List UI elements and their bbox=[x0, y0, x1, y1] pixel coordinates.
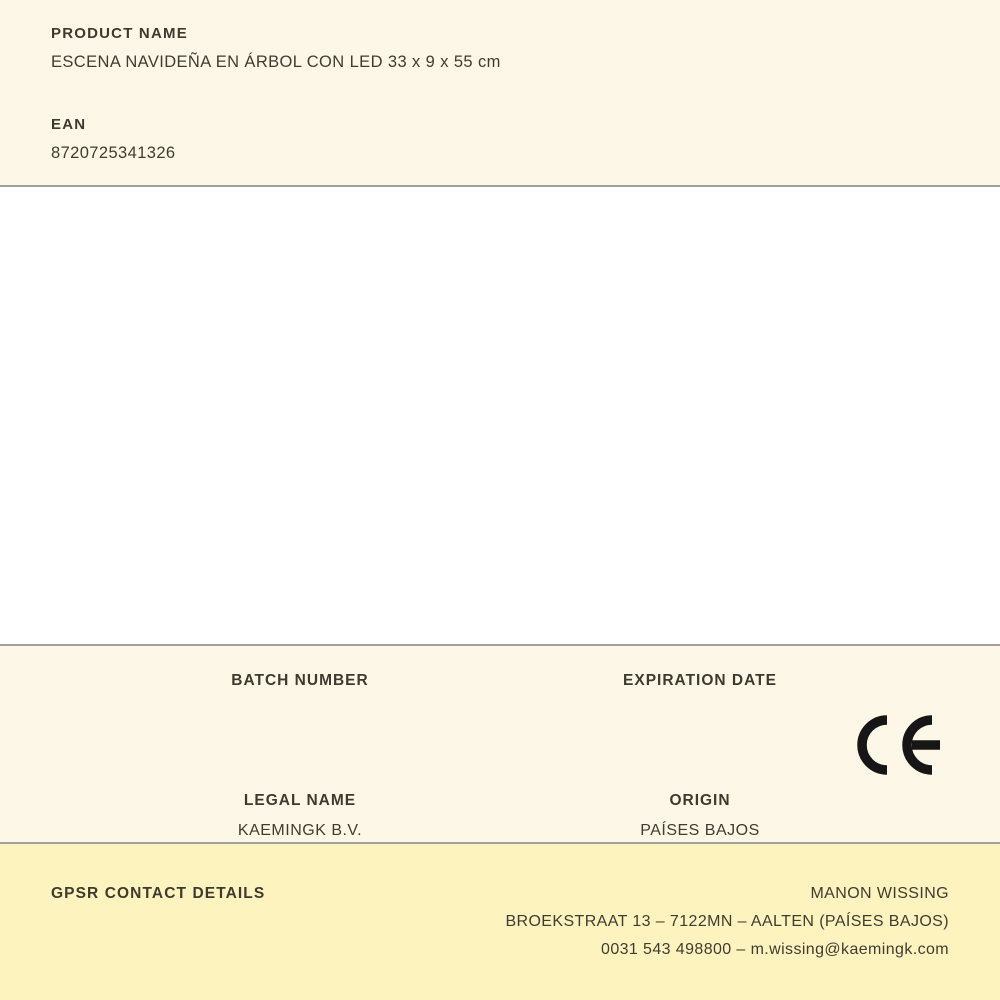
contact-phone-email: 0031 543 498800 – m.wissing@kaemingk.com bbox=[601, 941, 949, 958]
ean-field bbox=[51, 116, 949, 163]
ean-value: 8720725341326 bbox=[51, 144, 176, 162]
product-info-section bbox=[0, 0, 1000, 185]
legal-name-label: LEGAL NAME bbox=[243, 792, 357, 809]
details-grid-row2 bbox=[100, 792, 1000, 840]
product-image-area bbox=[0, 187, 1000, 644]
gpsr-contact-lines bbox=[505, 880, 949, 964]
product-name-value: ESCENA NAVIDEÑA EN ÁRBOL CON LED 33 x 9 x 55 cm bbox=[51, 53, 501, 71]
expiration-date-value bbox=[500, 701, 900, 720]
expiration-date-label: EXPIRATION DATE bbox=[623, 672, 777, 689]
legal-name-value: KAEMINGK B.V. bbox=[237, 822, 363, 839]
product-name-field bbox=[51, 25, 949, 72]
origin-value: PAÍSES BAJOS bbox=[640, 822, 760, 839]
gpsr-contact-section bbox=[0, 844, 1000, 1000]
origin-label: ORIGIN bbox=[669, 792, 731, 809]
contact-address: BROEKSTRAAT 13 – 7122MN – AALTEN (PAÍSES BAJOS) bbox=[505, 913, 949, 930]
gpsr-contact-label: GPSR CONTACT DETAILS bbox=[51, 885, 266, 902]
ce-mark-icon bbox=[855, 710, 945, 780]
ean-label: EAN bbox=[51, 116, 87, 133]
product-name-label: PRODUCT NAME bbox=[51, 25, 188, 42]
details-section bbox=[0, 646, 1000, 842]
contact-person: MANON WISSING bbox=[810, 885, 949, 902]
batch-number-value bbox=[100, 701, 500, 720]
batch-number-label: BATCH NUMBER bbox=[231, 672, 369, 689]
